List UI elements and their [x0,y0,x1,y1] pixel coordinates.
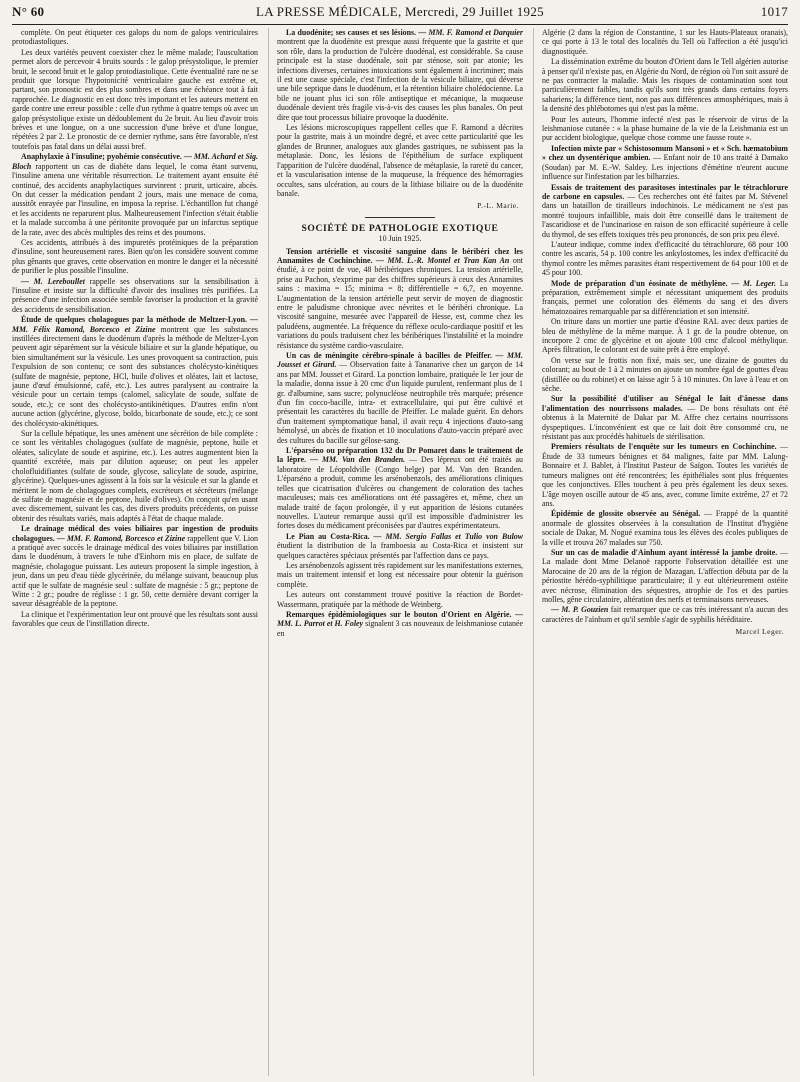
paragraph-text: — Étude de 33 tumeurs bénignes et 84 malignes, faite par MM. Lalung-Bonnaire et J. Bablet, à l'Institut Pasteur de Saïgon. Toutes les variétés de tumeurs malignes ont été rencontrées; les épithéliales sont plus fréquentes que les conjonctives. Elles touchent à peu près également les deux sexes. L'âge moyen oscille autour de 45 ans, avec, comme limite extrême, 27 et 72 ans. [542,442,788,508]
paragraph [542,394,788,441]
article-heading: Tension artérielle et viscosité sanguine dans le béribéri chez les Annamites de Cochinchine. [277,246,523,265]
paragraph-text: La dissémination extrême du bouton d'Orient dans le Tell algérien autorise à penser qu'il n'existe pas, en Algérie du Nord, de région où l'on soit assuré de ne pas contracter la maladie. Mais les risques de contamination sont tout particulièrement faibles, tandis qu'ils sont très grands dans certains foyers sahariens; la différence tient, non pas aux différences atmosphériques, mais à la densité des phlébotomes qui n'est pas la même. [542,57,788,114]
text-columns [12,28,788,1076]
section-date: 10 Juin 1925. [378,234,422,244]
paragraph [277,351,523,445]
paragraph-text: Algérie (2 dans la région de Constantine, 1 sur les Hauts-Plateaux oranais), ce qui porte à 13 le total des localités du Tell où l'affection a été jusqu'ici diagnostiquée. [542,28,788,56]
paragraph [542,442,788,508]
paragraph [12,28,258,47]
paragraph [12,610,258,629]
author-names: — M. P. Gouzien [551,605,609,615]
article-heading: Un cas de méningite cérébro-spinale à bacilles de Pfeiffer. [286,351,492,360]
journal-title: LA PRESSE MÉDICALE, Mercredi, 29 Juillet 1925 [256,4,544,19]
paragraph-text: — Des lépreux ont été traités au laboratoire de Léopoldville (Congo belge) par M. Van den Branden. L'éparséno a produit, comme les arsénobenzols, des améliorations cliniques telles que cicatrisation d'ulcères ou changement de coloration des taches maculeuses; mais ces améliorations ont été passagères et, même, chez un malade traité de façon prolongée, il y eut apparition de lésions cutanées nouvelles. L'auteur remarque aussi qu'il est impossible d'administrer les fortes doses du médicament préconisées par d'autres expérimentateurs. [277,455,523,531]
paragraph [277,123,523,198]
paragraph-text: Sur la cellule hépatique, les unes amènent une sécrétion de bile complète : ce sont les véritables cholagogues (sulfate de magnésie, peptone, huile et oléates, salicylate de soude et aspirine, etc.). Les autres augmentent bien la quantité excrétée, mais par dilution aqueuse; on peut les appeler cholofluidifiantes (sulfate de soude, glycose, salicylate de soude, aspirine, glycérine). Quelques-unes agissent à la fois sur la vésicule et sur la glande et méritent le nom de cholagogues complets, excréteurs et sécréteurs (mélange de sulfate de magnésie et de peptone, huile d'olives). On conçoit qu'en usant avec discernement, suivant les cas, des divers produits précédents, on puisse obtenir des résultats variés, mais adaptés à l'état de chaque malade. [12,429,258,523]
paragraph-text: rappelle ses observations sur la sensibilisation à l'insuline et insiste sur la difficulté d'avoir des insulines très purifiées. La présence d'une infection associée semble favoriser la production et la gravité des accidents de sensibilisation. [12,276,258,314]
paragraph-text: — Observation faite à Tananarive chez un garçon de 14 ans par MM. Jousset et Girard. La ponction lombaire, pratiquée le 1er jour de la maladie, donna issue à 20 cmc d'un liquide purulent, renfermant plus de 1 gr. d'albumine, sans sucre; polynucléose neutrophile très marquée; présence d'un fin cocco-bacille, intra- et extracellulaire, qui put être cultivé et présentait les caractères du bacille de Pfeiffer. Le malade guérit. En dehors d'un traitement symptomatique banal, il avait reçu 4 injections d'auto-sang hémolysé, un abcès de fixation et 10 inoculations d'auto-vaccin préparé avec des cultures du bacille sur gélose-sang. [277,360,523,445]
author-names: — MM. Jousset et Girard. [277,351,523,370]
paragraph [542,183,788,239]
author-names: — MM. L. Parrot et H. Foley [277,609,523,629]
paragraph-text: Ces accidents, attribués à des impuretés protéiniques de la préparation d'insuline, sont heureusement rares. Bien qu'on les considère souvent comme plus gênants que graves, cette observation en montre le danger et la nécessité de purifier le plus possible l'insuline. [12,237,258,276]
paragraph-text: étudient la distribution de la framboesia au Costa-Rica et insistent sur quelques caractères spéciaux présentés par l'affection dans ce pays. [277,541,523,560]
author-names: — MM. F. Ramond, Borcesco et Zizine [56,533,186,543]
paragraph [542,317,788,355]
paragraph-text: montrent que les substances instillées directement dans le duodénum d'après la méthode de Meltzer-Lyon peuvent agir séparément sur la vésicule biliaire et sur la glande hépatique, ou bien simultanément sur la vésicule. Les unes provoquent sa contraction, puis l'expulsion de son contenu; ce sont des substances cholécysto-kinétiques (sulfate de magnésie, peptone, HCl, huile d'olives et oléates, lait et lactose, jaune d'œuf émulsionné, café, etc.). Les autres paralysent au contraire la vésicule pour un certain temps (calomel, salicylate de soude, sulfate de soude, etc.); ce sont des cholécysto-antikinétiques. D'autres enfin n'ont aucune action (glycérine, glycose, boldo, bicarbonate de soude, etc.); ce sont des cholécysto-akinétiques. [12,324,258,428]
issue-number: N° 60 [12,4,45,19]
paragraph-text: Les lésions microscopiques rappellent celles que F. Ramond a décrites pour la gastrite, mais à un moindre degré, et avec cette particularité que les glandes de Brunner, analogues aux glandes gastriques, ne subissent pas la métaplasie. Donc, les lésions de l'épithélium de surface expliquent l'apparition de l'ulcère duodénal, l'absence de métaplasie, la rareté du cancer, et la vascularisation intense de la muqueuse, la fréquence des hémorragies occultes, sans ulcération, au cours de la lithiase biliaire ou de la duodénite banale. [277,123,523,198]
author-names: — M. Lereboullet [21,276,85,286]
paragraph-text: rapportent un cas de diabète dans lequel, le coma étant survenu, l'insuline amena une véritable résurrection. Le traitement ayant ensuite été continué, des accidents anaphylactiques survinrent : prurit, urticaire, abcès. On dut cesser la médication pendant 2 jours, mais une menace de coma, aussitôt enrayée par l'insuline, en imposa la reprise. L'échantillon fut changé et les accidents ne reparurent plus. Malheureusement l'infection s'était établie et la malade succomba à une péritonite provoquée par un infarctus septique de la rate, avec des abcès multiples des reins et des poumons. [12,161,258,237]
paragraph-text: complète. On peut étiqueter ces galops du nom de galops ventriculaires protodiastoliques. [12,28,258,47]
paragraph-text: La préparation, extrêmement simple et nécessitant uniquement des produits français, permet une coloration des éléments du sang et des divers hématozoaires remarquable par sa différenciation et son intensité. [542,278,788,316]
paragraph-text: — La malade dont Mme Delanoë rapporte l'observation détaillée est une Marocaine de 20 ans de la région de Mazagan. L'affection débuta par de la périostite hérédo-syphilitique pararticulaire; il y eut ultérieurement ostéite avec nécrose, élimination des séquestres, atrophie de l'os et des parties molles, gêne circulatoire, altération des nerfs et terminaisons nerveuses. [542,547,788,604]
section-title: SOCIÉTÉ DE PATHOLOGIE EXOTIQUE [301,222,499,234]
paragraph [277,28,523,122]
paragraph [542,548,788,604]
paragraph-text: rappellent que V. Lion a pratiqué avec succès le drainage médical des voies biliaires par instillation dans le duodénum, à travers le tube d'Einhorn mis en place, de sulfate de magnésie, cholagogue puissant. Les auteurs proposent la simple ingestion, à jeun, dans un peu d'eau tiède glycérinée, du mélange suivant, beaucoup plus actif que le sulfate de magnésie seul : sulfate de magnésie : 5 gr.; peptone de Witte : 2 gr.; poudre de réglisse : 1 gr. 50, cette dernière devant corriger la saveur désagréable de la peptone. [12,533,258,609]
article-heading: La duodénite; ses causes et ses lésions. [286,28,417,37]
author-names: — MM. F. Ramond et Darquier [418,28,523,37]
paragraph-text: ont étudié, à ce point de vue, 48 béribériques chroniques. La tension artérielle, prise au Pachon, s'exprime par des chiffres supérieurs à ceux des Annamites sains : maxima = 15; minima = 8; différentielle = 6,7, en moyenne. L'augmentation de la tension artérielle peut servir de moyen de diagnostic entre le paludisme chronique avec névrites et le béribéri chronique. La viscosité sanguine, mesurée avec l'appareil de Hesse, est, comme chez les paludéens, augmentée. La fréquence du réflexe oculo-cardiaque positif et les variations du pouls traduisent chez les béribériques l'instabilité et la moindre résistance du système cardio-vasculaire. [277,255,523,350]
paragraph-text: Les deux variétés peuvent coexister chez le même malade; l'auscultation permet alors de percevoir 4 bruits sourds : le galop présystolique, le premier bruit, le second bruit et le galop protodiastolique. Cette éventualité rare ne se produit que lorsque l'hypotonicité ventriculaire gauche est extrême et, partant, son pronostic est des plus sombres et dans une échéance tout à fait rapprochée. Le diagnostic en est donc très important et les auteurs mettent en garde contre une erreur possible : celle d'un rythme à quatre temps où avec un galop présystolique existe un dédoublement du 2e bruit. Au lieu d'avoir trois brèves et une longue, on a une succession d'une brève et d'une longue, répétées 2 par 2. Le pronostic de ce dernier rythme, sans être favorable, n'est toutefois pas fatal dans un délai aussi bref. [12,47,258,151]
header-rule [12,24,788,25]
paragraph [542,509,788,547]
paragraph-text: On verse sur le frottis non fixé, mais sec, une dizaine de gouttes du colorant; au bout de 1 à 2 minutes on ajoute un nombre égal de gouttes d'eau (distillée ou du robinet) et on laisse agir 5 à 10 minutes. On lave à l'eau et on sèche. [542,355,788,394]
paragraph [12,429,258,523]
paragraph-text: signalent 3 cas nouveaux de leishmaniose cutanée en [277,619,523,638]
article-heading: Sur la possibilité d'utiliser au Sénégal le lait d'ânesse dans l'alimentation des nourrissons malades. [542,394,788,413]
paragraph [542,279,788,317]
paragraph [542,605,788,624]
paragraph-text: — Frappé de la quantité anormale de glossites observées à la consultation de l'Institut d'hygiène sociale de Dakar, M. Nogué examina tous les élèves des écoles publiques de la ville et trouva 267 malades sur 750. [542,509,788,547]
author-names: — MM. Sergio Fallas et Tulio von Bulow [373,531,523,541]
paragraph [542,28,788,56]
paragraph-text: On triture dans un mortier une partie d'éosine RAL avec deux parties de bleu de méthylène de la même marque. À 1 gr. de la poudre obtenue, on incorpore 2 cmc de glycérine et on ajoute 100 cmc d'alcool méthylique. Après filtration, le colorant est de suite prêt à être employé. [542,317,788,355]
article-heading: Étude de quelques cholagogues par la méthode de Meltzer-Lyon. [21,315,247,325]
paragraph [12,152,258,237]
paragraph [277,247,523,350]
paragraph [12,277,258,315]
signature: P.-L. Marie. [477,201,519,211]
column-2 [268,28,523,1076]
paragraph [12,238,258,276]
paragraph [277,590,523,609]
author-names: — MM. L.-R. Montel et Tran Kan An [376,255,510,265]
paragraph [542,144,788,182]
paragraph-text: montrent que la duodénite est presque aussi fréquente que la gastrite et que son rôle, dans la production de l'ulcère duodénal, est considérable. Sa cause principale est la stase duodénale, soit par sténose, soit par atonie; les infections diverses, certaines intoxications sont également à incriminer; mais il est une cause spéciale, c'est l'infection de la vésicule biliaire, qui déverse une bile septique dans le duodénum, et la rétention biliaire cholédocienne. La bile ne jouant plus ici son rôle antiseptique et mécanique, la muqueuse duodénale devient très fragile vis-à-vis des causes les plus banales. On peut dire que tout processus biliaire provoque la duodénite. [277,37,523,122]
paragraph-text: Les auteurs ont constamment trouvé positive la réaction de Bordet-Wassermann, pratiquée par la méthode de Weinberg. [277,590,523,609]
paragraph [542,356,788,394]
article-heading: L'éparséno ou préparation 132 du Dr Pomaret dans le traitement de la lèpre. [277,446,523,465]
section-rule [365,217,435,218]
author-names: — MM. Félix Ramond, Borcesco et Zizine [12,315,258,334]
paragraph-text: L'auteur indique, comme index d'efficacité du tétrachlorure, 68 pour 100 contre les ascaris, 54 p. 100 contre les ankylostomes, les index d'efficacité du thymol contre les mêmes parasites étant respectivement de 64 pour 100 et de 45 pour 100. [542,239,788,278]
article-heading: Infection mixte par « Schistosomum Mansoni » et « Sch. hæmatobium » chez un dysentérique ambien. [542,143,788,163]
paragraph-text: — Enfant noir de 10 ans traité à Damako (Soudan) par M. E.-W. Saldey. Les injections d'émétine n'eurent aucune influence sur l'infestation par les bilharzies. [542,153,788,182]
article-heading: Essais de traitement des parasitoses intestinales par le tétrachlorure de carbone en capsules. [542,182,788,201]
author-names: — MM. Achard et Sig. Bloch [12,152,258,171]
paragraph [277,561,523,589]
article-heading: Premiers résultats de l'enquête sur les tumeurs en Cochinchine. [551,442,777,452]
paragraph [542,240,788,278]
article-heading: Le drainage médical des voies biliaires par ingestion de produits cholagogues. [12,524,258,543]
author-names: — M. Leger. [731,278,776,288]
paragraph [542,57,788,113]
running-head [12,4,788,20]
paragraph [12,524,258,609]
paragraph [542,115,788,143]
article-heading: Le Pian au Costa-Rica. [286,531,370,541]
article-heading: Remarques épidémiologiques sur le bouton d'Orient en Algérie. [286,609,512,619]
article-heading: Anaphylaxie à l'insuline; pyohémie consécutive. [21,152,182,162]
column-3 [533,28,788,1076]
page-number: 1017 [760,4,788,19]
paragraph-text: La clinique et l'expérimentation leur ont prouvé que les résultats sont aussi favorables que ceux de l'instillation directe. [12,609,258,629]
paragraph [277,532,523,560]
article-heading: Mode de préparation d'un éosinate de méthylène. [551,278,728,288]
signature: Marcel Leger. [735,627,784,637]
article-heading: Épidémie de glossite observée au Sénégal. [551,509,701,519]
paragraph-text: — Ces recherches ont été faites par M. Stévenel dans un bataillon de tirailleurs indochinois. Le médicament ne s'est pas montré toujours infaillible, mais doit être conseillé dans le traitement de l'ascaridiose et de l'uncinariose en raison de son efficacité supérieure à celle du thymol, de ses effets toxiques très peu prononcés, de son prix peu élevé. [542,191,788,239]
column-1 [12,28,258,1076]
paragraph-text: fait remarquer que ce cas très intéressant n'a aucun des caractères de l'aïnhum et qu'il semble s'agir de syphilis héréditaire. [542,605,788,624]
paragraph-text: Pour les auteurs, l'homme infecté n'est pas le réservoir de virus de la leishmaniose cutanée : « la phase humaine de la vie de la Leishmania est un pur accident biologique, quelque chose comme une fausse route ». [542,114,788,143]
paragraph [12,315,258,428]
author-names: — MM. Van den Branden. [310,455,406,465]
paragraph [277,446,523,531]
paragraph [12,48,258,151]
paragraph [277,610,523,638]
paragraph-text: — De bons résultats ont été obtenus à la Maternité de Dakar par M. Affre chez certains nourrissons dyspeptiques. L'inconvénient est que ce lait doit être consommé cru, ne résistant pas aux procédés habituels de stérilisation. [542,403,788,442]
paragraph-text: Les arsénobenzols agissent très rapidement sur les manifestations externes, mais un traitement intensif et long est nécessaire pour obtenir la guérison complète. [277,560,523,589]
article-heading: Sur un cas de maladie d'Ainhum ayant intéressé la jambe droite. [551,547,778,557]
